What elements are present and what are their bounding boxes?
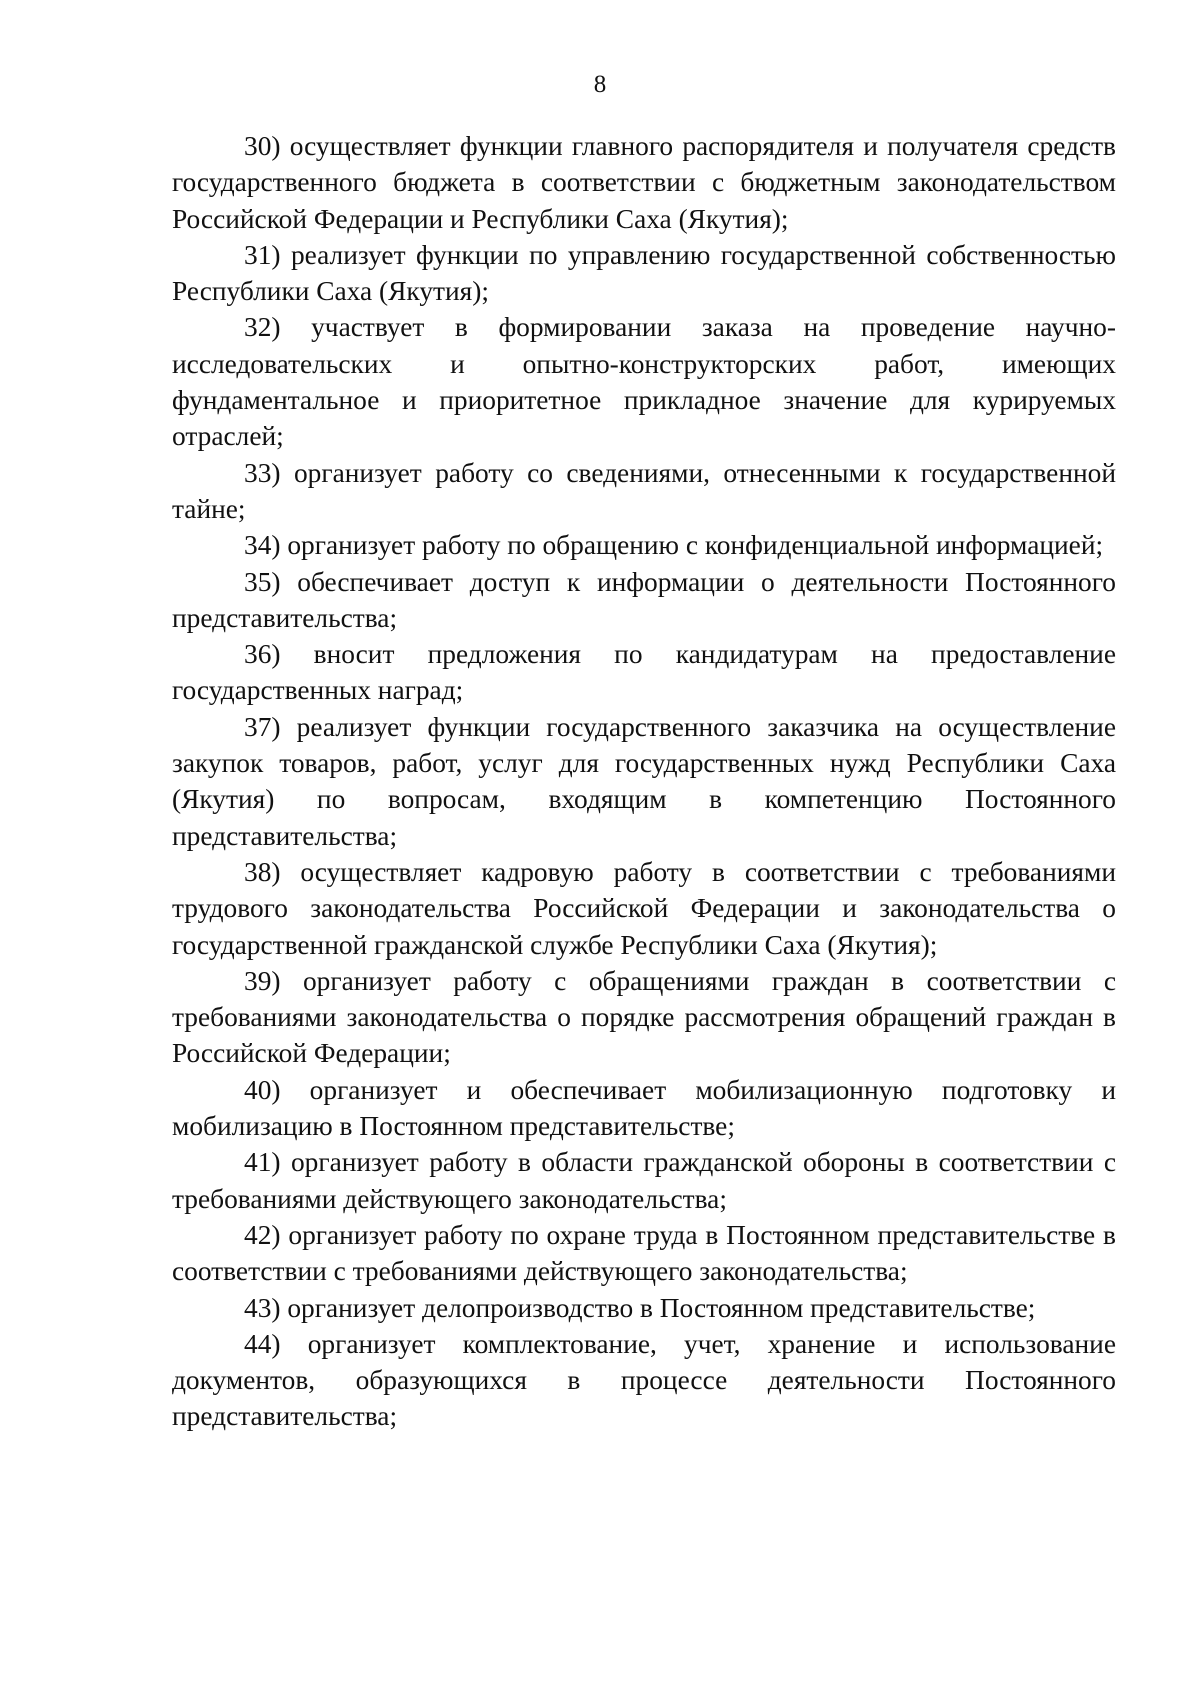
paragraph-item-31: 31) реализует функции по управлению государственной собственностью Республики Саха (Якутия);	[172, 239, 1116, 307]
paragraph-item-40: 40) организует и обеспечивает мобилизационную подготовку и мобилизацию в Постоянном представительстве;	[172, 1074, 1116, 1142]
page-number: 8	[593, 71, 607, 98]
paragraph-item-42: 42) организует работу по охране труда в Постоянном представительстве в соответствии с требованиями действующего законодательства;	[172, 1219, 1116, 1287]
paragraph-item-30: 30) осуществляет функции главного распорядителя и получателя средств государственного бюджета в соответствии с бюджетным законодательством Российской Федерации и Республики Саха (Якутия);	[172, 131, 1116, 234]
paragraph-item-37: 37) реализует функции государственного заказчика на осуществление закупок товаров, работ, услуг для государственных нужд Республики Саха (Якутия) по вопросам, входящим в компетенцию Постоянного представительства;	[172, 711, 1116, 851]
paragraph-item-38: 38) осуществляет кадровую работу в соответствии с требованиями трудового законодательства Российской Федерации и законодательства о государственной гражданской службе Республики Саха (Якутия);	[172, 856, 1116, 960]
paragraph-item-41: 41) организует работу в области гражданской обороны в соответствии с требованиями действующего законодательства;	[172, 1147, 1116, 1214]
paragraph-item-44: 44) организует комплектование, учет, хранение и использование документов, образующихся в процессе деятельности Постоянного представительства;	[172, 1328, 1116, 1432]
document-body	[172, 128, 1116, 1435]
paragraph-item-36: 36) вносит предложения по кандидатурам на предоставление государственных наград;	[172, 639, 1116, 706]
paragraph-item-43: 43) организует делопроизводство в Постоянном представительстве;	[244, 1292, 1036, 1323]
paragraph-item-35: 35) обеспечивает доступ к информации о деятельности Постоянного представительства;	[172, 566, 1116, 633]
paragraph-item-34: 34) организует работу по обращению с конфиденциальной информацией;	[244, 530, 1104, 561]
paragraph-item-33: 33) организует работу со сведениями, отнесенными к государственной тайне;	[172, 457, 1116, 524]
paragraph-item-39: 39) организует работу с обращениями граждан в соответствии с требованиями законодательства о порядке рассмотрения обращений граждан в Российской Федерации;	[172, 965, 1116, 1069]
paragraph-item-32: 32) участвует в формировании заказа на проведение научно-исследовательских и опытно-конструкторских работ, имеющих фундаментальное и приоритетное прикладное значение для курируемых отраслей;	[172, 312, 1116, 452]
